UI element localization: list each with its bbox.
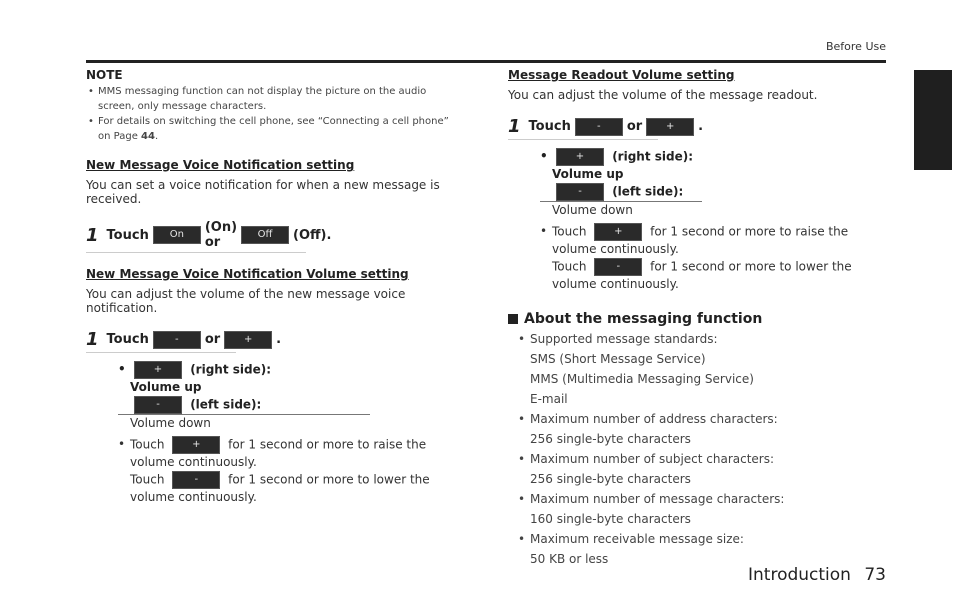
about-section-title [508,311,878,327]
step-number: 1 [86,329,99,350]
note-item: • For details on switching the cell phone, see “Connecting a cell phone” on Page 44. [86,114,456,144]
about-sub: 256 single-byte characters [530,472,691,486]
minus-left-side [540,183,702,202]
volume-down-label: Volume down [130,416,211,430]
vol-sublist [118,361,456,506]
minus-button[interactable]: - [556,183,604,201]
about-title-text: About the messaging function [524,311,763,327]
minus-button[interactable]: - [134,396,182,414]
note-title: NOTE [86,68,123,82]
about-item: • Maximum number of subject characters: [516,451,878,468]
hold-raise-text: for 1 second or more to raise the volume continuously. [130,437,427,469]
plus-button[interactable]: + [556,148,604,166]
step-touch-label: Touch [106,332,149,347]
note-item-text: For details on switching the cell phone, see “Connecting a cell phone” on Page [98,116,449,142]
hold-lower-text: for 1 second or more to lower the volume continuously. [130,472,430,504]
plus-button[interactable]: + [646,118,694,136]
note-item: • MMS messaging function can not display the picture on the audio screen, only message characters. [86,84,456,114]
period-text: . [698,119,704,134]
hold-raise [118,436,456,471]
hold-touch-label: Touch [130,472,165,487]
or-text: or [204,332,221,347]
left-side-label: (left side): [190,397,262,412]
plus-button[interactable]: + [594,223,642,241]
about-sub: MMS (Multimedia Messaging Service) [530,372,754,386]
right-side-label: (right side): [612,149,694,164]
vol-step [86,329,282,353]
right-column [508,68,878,568]
about-item: • Supported message standards: [516,331,878,348]
note-page-link[interactable]: 44 [141,131,155,142]
hold-lower [118,471,456,506]
notif-step [86,220,332,253]
step-number: 1 [508,116,521,137]
notif-section-desc: You can set a voice notification for when a new message is received. [86,178,440,206]
vol-section-desc: You can adjust the volume of the new message voice notification. [86,287,406,315]
minus-button[interactable]: - [172,471,220,489]
on-text: (On) or [204,220,238,250]
left-column [86,68,456,506]
about-sub: E-mail [530,392,568,406]
about-list [516,331,878,568]
off-text: (Off). [293,227,332,243]
about-item: • Maximum number of message characters: [516,491,878,508]
readout-section-desc: You can adjust the volume of the message readout. [508,88,818,102]
side-tab-marker [914,70,952,170]
readout-section-title: Message Readout Volume setting [508,68,735,82]
minus-left-side [118,396,370,415]
plus-button[interactable]: + [134,361,182,379]
minus-button[interactable]: - [153,331,201,349]
about-sub: 256 single-byte characters [530,432,691,446]
square-bullet-icon [508,314,518,324]
hold-raise [540,223,878,258]
period-text: . [276,332,282,347]
left-side-label: (left side): [612,184,684,199]
right-side-label: (right side): [190,362,272,377]
vol-section-title: New Message Voice Notification Volume setting [86,267,409,281]
header-section-label: Before Use [825,40,886,53]
hold-lower [540,258,878,293]
minus-button[interactable]: - [575,118,623,136]
plus-right-side [118,361,456,379]
readout-step [508,116,704,140]
hold-lower-text: for 1 second or more to lower the volume continuously. [552,259,852,291]
hold-touch-label: Touch [552,259,587,274]
about-item: • Maximum receivable message size: [516,531,878,548]
hold-touch-label: Touch [552,224,587,239]
about-sub: 160 single-byte characters [530,512,691,526]
header-rule [86,60,886,63]
about-sub: 50 KB or less [530,552,609,566]
off-button[interactable]: Off [241,226,289,244]
plus-button[interactable]: + [224,331,272,349]
page-number: 73 [864,565,886,585]
minus-button[interactable]: - [594,258,642,276]
plus-right-side [540,148,878,166]
readout-sublist [540,148,878,293]
plus-button[interactable]: + [172,436,220,454]
on-button[interactable]: On [153,226,201,244]
chapter-title: Introduction [748,565,851,585]
or-text: or [626,119,643,134]
hold-touch-label: Touch [130,437,165,452]
step-touch-label: Touch [528,119,571,134]
step-touch-label: Touch [106,227,149,243]
page-footer [740,565,886,585]
volume-up-label: Volume up [552,167,624,181]
volume-up-label: Volume up [130,380,202,394]
notif-section-title: New Message Voice Notification setting [86,158,355,172]
about-sub: SMS (Short Message Service) [530,352,706,366]
volume-down-label: Volume down [552,203,633,217]
hold-raise-text: for 1 second or more to raise the volume continuously. [552,224,849,256]
about-item: • Maximum number of address characters: [516,411,878,428]
step-number: 1 [86,224,99,246]
